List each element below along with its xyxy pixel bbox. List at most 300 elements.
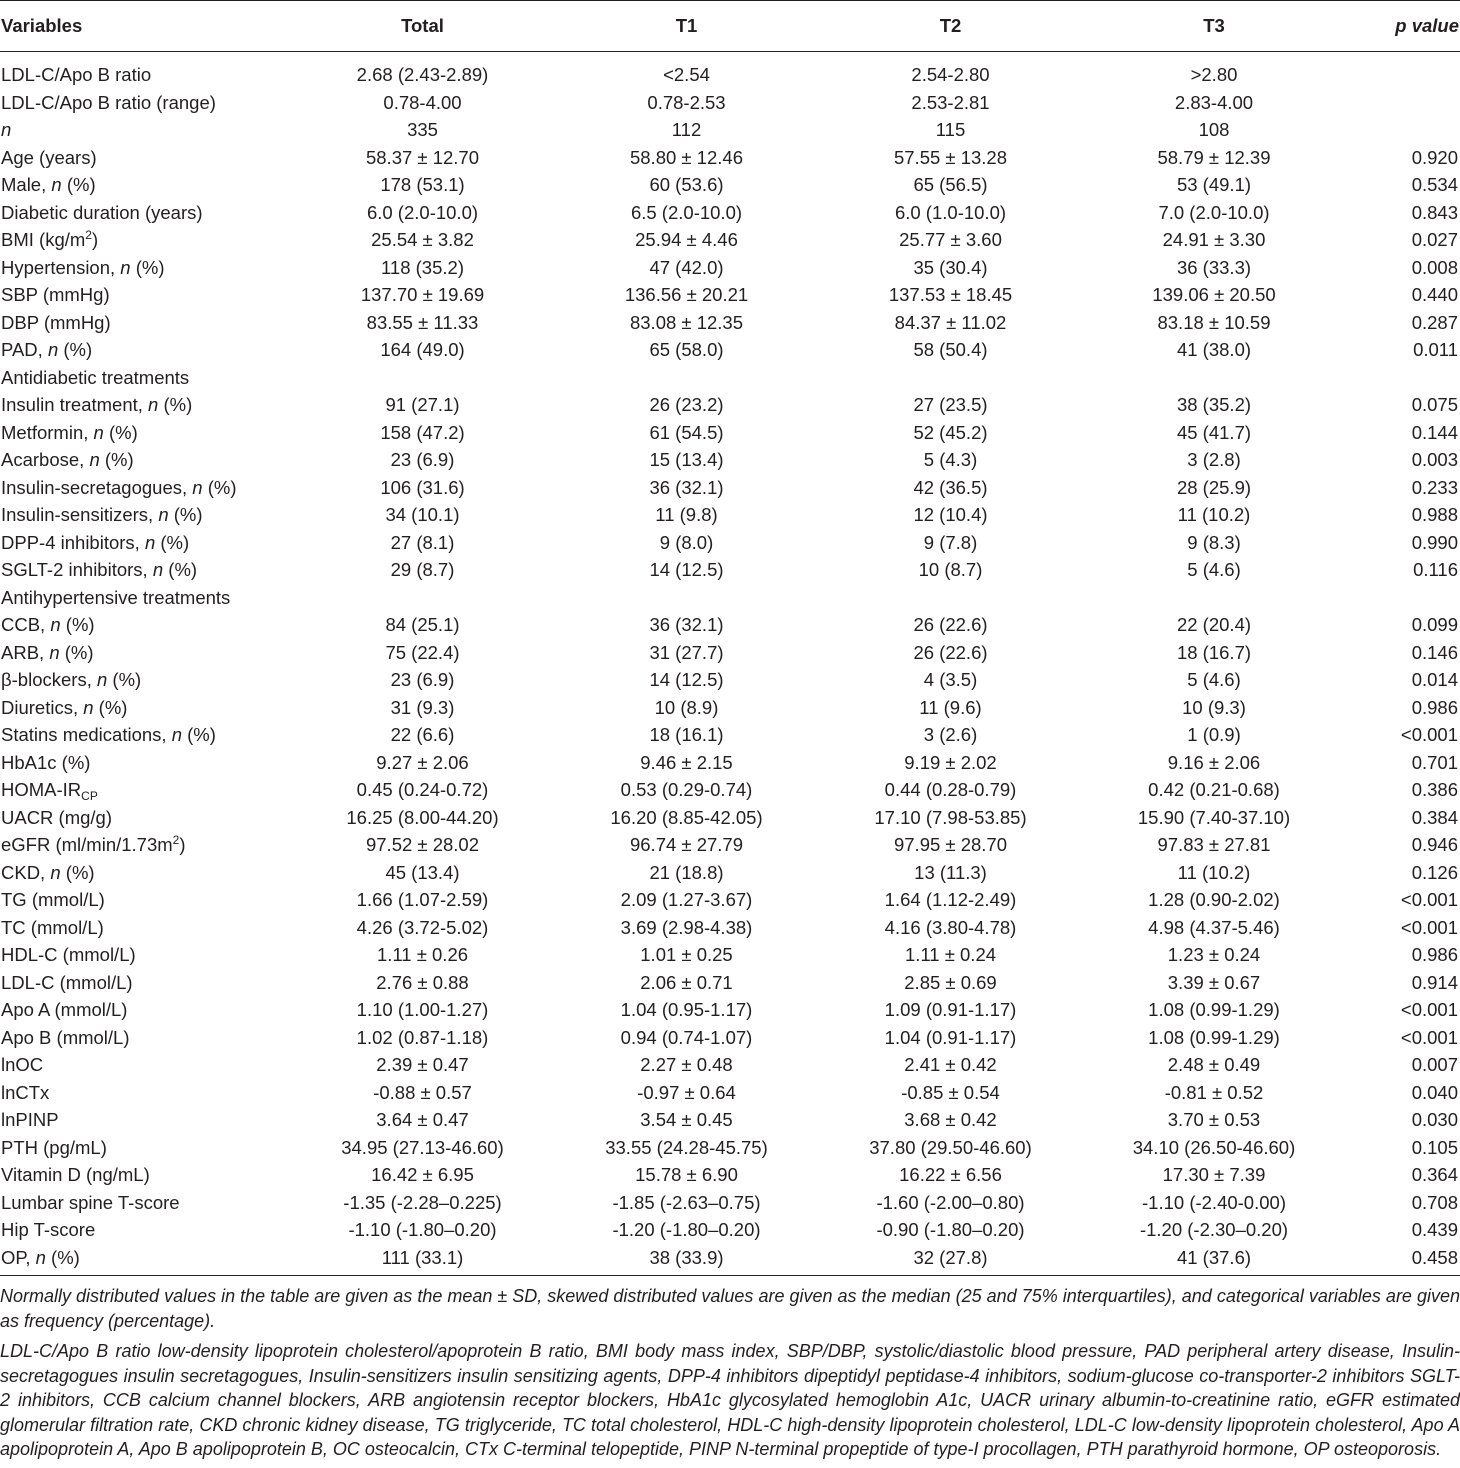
cell-p-value: 0.701 <box>1411 751 1458 773</box>
variable-label-part: PTH (pg/mL) <box>1 1136 107 1158</box>
table-row <box>0 529 1460 557</box>
cell-t1: 3.54 ± 0.45 <box>640 1109 733 1130</box>
cell-p-value: 0.008 <box>1411 256 1458 278</box>
variable-label-part: Hip T-score <box>1 1219 96 1240</box>
cell-p-value: 0.386 <box>1411 779 1458 800</box>
table-row <box>0 721 1460 749</box>
cell-p-value: 0.014 <box>1411 669 1458 690</box>
variable-label-part: HDL-C (mmol/L) <box>1 944 136 965</box>
variable-label-part: Acarbose, <box>1 449 90 470</box>
cell-p-value: 0.007 <box>1411 1054 1458 1075</box>
variable-label-part: n <box>171 724 182 745</box>
cell-t1: 61 (54.5) <box>649 421 724 443</box>
cell-p-value: 0.990 <box>1411 531 1458 553</box>
table-row <box>0 831 1460 859</box>
variable-label-part: (%) <box>202 476 237 498</box>
cell-p-value: 0.027 <box>1411 229 1458 250</box>
cell-p-value: 0.105 <box>1411 1136 1458 1158</box>
cell-total: 2.68 (2.43-2.89) <box>356 64 489 85</box>
cell-t3: 0.42 (0.21-0.68) <box>1148 779 1280 800</box>
cell-t3: 3.39 ± 0.67 <box>1167 971 1261 993</box>
cell-t1: 38 (33.9) <box>560 1244 813 1276</box>
cell-p-value <box>1340 89 1460 117</box>
cell-t2: 2.53-2.81 <box>911 91 990 113</box>
variable-label <box>0 116 285 144</box>
variable-label-part: (%) <box>182 724 216 745</box>
cell-total <box>285 584 560 612</box>
cell-t3: 10 (9.3) <box>1182 696 1246 718</box>
variable-label-part: Lumbar spine T-score <box>1 1191 180 1213</box>
variable-label-part: (%) <box>45 1246 80 1268</box>
variable-label <box>0 1106 285 1134</box>
cell-t1: 10 (8.9) <box>654 696 719 718</box>
cell-t3: 24.91 ± 3.30 <box>1162 229 1266 250</box>
variable-label-part: SBP (mmHg) <box>1 284 110 305</box>
variable-label-part: CKD, <box>1 861 51 883</box>
cell-p-value: <0.001 <box>1400 916 1458 938</box>
cell-p-value: 0.233 <box>1411 476 1458 498</box>
table-row <box>0 694 1460 722</box>
variable-label <box>0 914 285 942</box>
cell-t2: 84.37 ± 11.02 <box>894 311 1007 333</box>
variable-label <box>0 52 285 89</box>
header-variables: Variables <box>0 1 285 52</box>
variable-label <box>0 611 285 639</box>
cell-total: 2.76 ± 0.88 <box>376 971 469 993</box>
cell-total: 178 (53.1) <box>380 174 465 195</box>
cell-t3: 139.06 ± 20.50 <box>1152 284 1276 305</box>
table-row <box>0 1161 1460 1189</box>
variable-label <box>0 309 285 337</box>
cell-t1: 65 (58.0) <box>649 339 724 360</box>
cell-t1: 18 (16.1) <box>649 724 724 745</box>
variable-label-part: (%) <box>107 669 142 690</box>
cell-t3: 18 (16.7) <box>1176 641 1252 663</box>
cell-t2: 3.68 ± 0.42 <box>904 1109 997 1130</box>
variable-label-part: Antidiabetic treatments <box>1 366 190 388</box>
cell-t2: 9 (7.8) <box>923 531 978 553</box>
cell-t3: 11 (10.2) <box>1177 504 1251 525</box>
cell-t1: 2.09 (1.27-3.67) <box>620 889 753 910</box>
variable-label-part: n <box>50 861 61 883</box>
cell-t1: 96.74 ± 27.79 <box>629 834 744 855</box>
cell-t2 <box>813 584 1088 612</box>
cell-t1: 14 (12.5) <box>649 669 724 690</box>
cell-t3: -1.10 (-2.40-0.00) <box>1142 1191 1286 1213</box>
cell-p-value: <0.001 <box>1400 1026 1458 1048</box>
variable-label <box>0 1134 285 1162</box>
cell-t3: 2.83-4.00 <box>1174 91 1254 113</box>
cell-t2: 37.80 (29.50-46.60) <box>869 1136 1032 1158</box>
cell-t3: 41 (37.6) <box>1088 1244 1340 1276</box>
variable-label <box>0 584 285 612</box>
table-row <box>0 336 1460 364</box>
cell-p-value: 0.914 <box>1411 971 1458 993</box>
variable-label-part: ARB, <box>1 641 50 663</box>
cell-p-value: 0.988 <box>1411 504 1458 525</box>
cell-t1: 60 (53.6) <box>649 174 724 195</box>
variable-label <box>0 721 285 749</box>
variable-label <box>0 529 285 557</box>
cell-t2: 1.04 (0.91-1.17) <box>884 1026 1017 1048</box>
cell-t2: 2.41 ± 0.42 <box>904 1054 997 1075</box>
variable-label-part: HOMA-IR <box>1 779 82 800</box>
variable-label <box>0 859 285 887</box>
cell-t1: 36 (32.1) <box>649 614 724 635</box>
cell-t2: 52 (45.2) <box>913 421 988 443</box>
cell-p-value: 0.534 <box>1411 174 1458 195</box>
table-row <box>0 666 1460 694</box>
variable-label <box>0 336 285 364</box>
cell-t2: 4 (3.5) <box>923 669 978 690</box>
cell-t1 <box>560 364 813 392</box>
table-row <box>0 969 1460 997</box>
cell-t1: 112 <box>671 119 702 140</box>
variable-label <box>0 1244 285 1276</box>
variable-label <box>0 144 285 172</box>
cell-t1: 83.08 ± 12.35 <box>629 311 744 333</box>
cell-p-value: 0.287 <box>1411 311 1458 333</box>
variable-label-part: (%) <box>59 641 94 663</box>
variable-label-part: Hypertension, <box>1 256 121 278</box>
variable-label-part: Diuretics, <box>1 696 84 718</box>
variable-label-part: n <box>148 394 159 415</box>
table-row <box>0 859 1460 887</box>
cell-total: 1.10 (1.00-1.27) <box>356 999 489 1020</box>
cell-t2: 115 <box>935 119 966 140</box>
cell-t2: 0.44 (0.28-0.79) <box>884 779 1017 800</box>
cell-t3: 28 (25.9) <box>1176 476 1252 498</box>
variable-label-part: lnCTx <box>1 1081 50 1103</box>
variable-label-part: 2 <box>172 833 180 847</box>
cell-p-value: 0.440 <box>1411 284 1458 305</box>
variable-label-part: n <box>1 119 12 140</box>
variable-label-part: Metformin, <box>1 421 94 443</box>
variable-label-part: Male, <box>1 174 52 195</box>
table-row <box>0 52 1460 89</box>
cell-t3: 4.98 (4.37-5.46) <box>1148 916 1280 938</box>
header-t2: T2 <box>813 1 1088 52</box>
variable-label-part: (%) <box>99 449 134 470</box>
table-header <box>0 1 1460 52</box>
cell-t1: 14 (12.5) <box>649 559 724 580</box>
table-row <box>0 419 1460 447</box>
cell-t3: >2.80 <box>1190 64 1238 85</box>
table-footnotes <box>0 1284 1460 1462</box>
cell-t1: 9 (8.0) <box>659 531 714 553</box>
variable-label-part: (%) <box>60 614 95 635</box>
cell-t2: -1.60 (-2.00–0.80) <box>876 1191 1025 1213</box>
table-row <box>0 584 1460 612</box>
cell-p-value: 0.458 <box>1340 1244 1460 1276</box>
cell-t3: 38 (35.2) <box>1176 394 1252 415</box>
table-row <box>0 171 1460 199</box>
variable-label-part: PAD, <box>1 339 48 360</box>
cell-t1: 36 (32.1) <box>649 476 724 498</box>
table-row <box>0 309 1460 337</box>
header-p-value-text: p value <box>1395 15 1459 36</box>
variable-label-part: Insulin-secretagogues, <box>1 476 193 498</box>
cell-t2: 17.10 (7.98-53.85) <box>874 806 1027 828</box>
variable-label-part: n <box>158 504 169 525</box>
table-row <box>0 804 1460 832</box>
header-t3: T3 <box>1088 1 1340 52</box>
variable-label-part: (%) <box>103 421 138 443</box>
cell-t2: 35 (30.4) <box>913 256 988 278</box>
cell-p-value: 0.920 <box>1411 146 1458 168</box>
cell-total: 58.37 ± 12.70 <box>365 146 480 168</box>
table-row <box>0 226 1460 254</box>
cell-t3: 1.08 (0.99-1.29) <box>1148 1026 1280 1048</box>
cell-p-value: 0.986 <box>1411 696 1458 718</box>
table-row <box>0 556 1460 584</box>
variable-label-part: Diabetic duration (years) <box>1 201 203 223</box>
cell-t2: 1.64 (1.12-2.49) <box>884 889 1017 910</box>
cell-p-value: 0.439 <box>1411 1219 1458 1240</box>
cell-t2: 2.85 ± 0.69 <box>904 971 997 993</box>
cell-t1: 15 (13.4) <box>649 449 724 470</box>
variable-label-part: lnPINP <box>1 1109 59 1130</box>
variable-label-part: n <box>96 669 108 690</box>
variable-label <box>0 776 285 804</box>
variable-label-part: Insulin-sensitizers, <box>1 504 159 525</box>
cell-t3: 1.23 ± 0.24 <box>1167 944 1261 965</box>
table-row <box>0 639 1460 667</box>
cell-total: 106 (31.6) <box>380 476 465 498</box>
header-total: Total <box>285 1 560 52</box>
cell-t2: -0.90 (-1.80–0.20) <box>876 1219 1025 1240</box>
variable-label <box>0 254 285 282</box>
cell-t3: 97.83 ± 27.81 <box>1157 834 1271 855</box>
cell-t2: 97.95 ± 28.70 <box>893 834 1008 855</box>
cell-t2: 2.54-2.80 <box>911 64 990 85</box>
cell-total: 111 (33.1) <box>285 1244 560 1276</box>
cell-t2 <box>813 364 1088 392</box>
variable-label-part: BMI (kg/m <box>1 229 86 250</box>
cell-total: 25.54 ± 3.82 <box>371 229 474 250</box>
table-row <box>0 281 1460 309</box>
cell-t2: 16.22 ± 6.56 <box>899 1164 1002 1185</box>
variable-label-part: n <box>50 614 61 635</box>
cell-t1: 11 (9.8) <box>655 504 718 525</box>
cell-p-value <box>1340 584 1460 612</box>
cell-t2: 12 (10.4) <box>913 504 988 525</box>
variable-label-part: Antihypertensive treatments <box>1 586 231 608</box>
cell-t2: 26 (22.6) <box>913 641 988 663</box>
cell-t2: 32 (27.8) <box>813 1244 1088 1276</box>
cell-total <box>285 364 560 392</box>
cell-total: 137.70 ± 19.69 <box>360 284 485 305</box>
variable-label <box>0 886 285 914</box>
variable-label-part: OP, <box>1 1246 36 1268</box>
cell-total: 97.52 ± 28.02 <box>365 834 480 855</box>
table-row <box>0 391 1460 419</box>
cell-total: 0.45 (0.24-0.72) <box>356 779 489 800</box>
cell-total: -1.35 (-2.28–0.225) <box>343 1191 502 1213</box>
cell-total: 34 (10.1) <box>385 504 460 525</box>
table-row <box>0 611 1460 639</box>
variable-label-part: Apo B (mmol/L) <box>1 1026 130 1048</box>
cell-total: 118 (35.2) <box>381 256 464 278</box>
variable-label <box>0 969 285 997</box>
table-row <box>0 116 1460 144</box>
cell-t1: -1.85 (-2.63–0.75) <box>612 1191 761 1213</box>
variable-label-part: CCB, <box>1 614 51 635</box>
variable-label <box>0 941 285 969</box>
table-row <box>0 1244 1460 1276</box>
variable-label <box>0 556 285 584</box>
variable-label-part: lnOC <box>1 1054 44 1075</box>
cell-t1: 2.06 ± 0.71 <box>640 971 733 993</box>
table-row <box>0 446 1460 474</box>
table-row <box>0 89 1460 117</box>
cell-p-value: 0.384 <box>1411 806 1458 828</box>
cell-t3 <box>1088 364 1340 392</box>
variable-label-part: 2 <box>85 228 92 242</box>
variable-label-part: n <box>192 476 203 498</box>
cell-t1: 1.04 (0.95-1.17) <box>620 999 753 1020</box>
cell-t2: 57.55 ± 13.28 <box>893 146 1008 168</box>
variable-label <box>0 226 285 254</box>
table-row <box>0 144 1460 172</box>
cell-t2: 25.77 ± 3.60 <box>899 229 1002 250</box>
cell-t2: 1.09 (0.91-1.17) <box>884 999 1017 1020</box>
cell-total: 27 (8.1) <box>390 531 455 553</box>
table-row <box>0 1079 1460 1107</box>
variable-label-part: (%) <box>168 504 203 525</box>
cell-t1: 58.80 ± 12.46 <box>629 146 744 168</box>
cell-t3: 9 (8.3) <box>1187 531 1241 553</box>
table-body <box>0 52 1460 1276</box>
cell-p-value <box>1340 52 1460 89</box>
cell-t1 <box>560 584 813 612</box>
cell-t2: 13 (11.3) <box>914 861 987 883</box>
cell-t3: 17.30 ± 7.39 <box>1162 1164 1266 1185</box>
variable-label-part: (%) <box>155 531 190 553</box>
variable-label-part: n <box>120 256 131 278</box>
cell-t1: 136.56 ± 20.21 <box>624 284 749 305</box>
table-row <box>0 1051 1460 1079</box>
cell-total: 45 (13.4) <box>385 861 460 883</box>
table-row <box>0 776 1460 804</box>
variable-label <box>0 474 285 502</box>
variable-label-part: n <box>51 174 62 195</box>
variable-label-part: Vitamin D (ng/mL) <box>1 1164 150 1185</box>
cell-t3 <box>1088 584 1340 612</box>
cell-t2: 58 (50.4) <box>913 339 988 360</box>
variable-label-part: (%) <box>60 861 95 883</box>
variable-label <box>0 694 285 722</box>
cell-total: 335 <box>407 119 438 140</box>
cell-t2: 4.16 (3.80-4.78) <box>884 916 1017 938</box>
variable-label-part: (%) <box>61 174 96 195</box>
cell-total: 3.64 ± 0.47 <box>376 1109 469 1130</box>
variable-label-part: (%) <box>130 256 165 278</box>
cell-t2: 137.53 ± 18.45 <box>888 284 1013 305</box>
footnote-abbreviations: LDL-C/Apo B ratio low-density lipoprotein cholesterol/apoprotein B ratio, BMI body mass index, SBP/DBP, systolic/diastolic blood pressure, PAD peripheral artery disease, Insulin-secretagogues insulin secretagogues, Insulin-sensitizers insulin sensitizing agents, DPP-4 inhibitors dipeptidyl peptidase-4 inhibitors, sodium-glucose co-transporter-2 inhibitors SGLT-2 inhibitors, CCB calcium channel blockers, ARB angiotensin receptor blockers, HbA1c glycosylated hemoglobin A1c, UACR urinary albumin-to-creatinine ratio, eGFR estimated glomerular filtration rate, CKD chronic kidney disease, TG triglyceride, TC total cholesterol, HDL-C high-density lipoprotein cholesterol, LDL-C low-density lipoprotein cholesterol, Apo A apolipoprotein A, Apo B apolipoprotein B, OC osteocalcin, CTx C-terminal telopeptide, PINP N-terminal propeptide of type-I procollagen, PTH parathyroid hormone, OP osteoporosis. <box>0 1341 1460 1459</box>
variable-label-part: SGLT-2 inhibitors, <box>1 559 153 580</box>
cell-p-value: <0.001 <box>1400 724 1458 745</box>
cell-t2: 27 (23.5) <box>913 394 988 415</box>
variable-label-part: DBP (mmHg) <box>1 311 111 333</box>
cell-t1: 2.27 ± 0.48 <box>640 1054 733 1075</box>
variable-label-part: UACR (mg/g) <box>1 806 113 828</box>
cell-t3: 7.0 (2.0-10.0) <box>1158 201 1270 223</box>
variable-label <box>0 171 285 199</box>
table-row <box>0 749 1460 777</box>
table-row <box>0 474 1460 502</box>
variable-label <box>0 1189 285 1217</box>
cell-t3: 53 (49.1) <box>1176 174 1252 195</box>
table-row <box>0 254 1460 282</box>
cell-t2: -0.85 ± 0.54 <box>901 1081 1000 1103</box>
table-row <box>0 1024 1460 1052</box>
variable-label-part: n <box>93 421 104 443</box>
cell-p-value: <0.001 <box>1400 889 1458 910</box>
cell-total: 1.66 (1.07-2.59) <box>356 889 489 910</box>
table-row <box>0 199 1460 227</box>
cell-t1: 21 (18.8) <box>649 861 724 883</box>
variable-label <box>0 281 285 309</box>
cell-t2: 11 (9.6) <box>919 696 982 718</box>
variable-label-part: (%) <box>163 559 198 580</box>
cell-t1: <2.54 <box>663 64 710 85</box>
table-row <box>0 914 1460 942</box>
cell-t2: 6.0 (1.0-10.0) <box>894 201 1007 223</box>
variable-label <box>0 1024 285 1052</box>
cell-p-value: 0.843 <box>1411 201 1458 223</box>
cell-t1: 47 (42.0) <box>649 256 724 278</box>
table-row <box>0 364 1460 392</box>
cell-t3: 9.16 ± 2.06 <box>1167 751 1261 773</box>
cell-total: 158 (47.2) <box>380 421 465 443</box>
cell-t3: 5 (4.6) <box>1187 669 1241 690</box>
variable-label-part: LDL-C/Apo B ratio (range) <box>1 91 216 113</box>
cell-t2: 10 (8.7) <box>918 559 983 580</box>
cell-t3: -1.20 (-2.30–0.20) <box>1139 1219 1289 1240</box>
variable-label-part: HbA1c (%) <box>1 751 91 773</box>
cell-t3: 36 (33.3) <box>1176 256 1252 278</box>
cell-t1: 33.55 (24.28-45.75) <box>605 1136 768 1158</box>
cell-t3: 1.08 (0.99-1.29) <box>1148 999 1280 1020</box>
cell-t1: 9.46 ± 2.15 <box>640 751 733 773</box>
cell-t3: 1.28 (0.90-2.02) <box>1148 889 1280 910</box>
cell-p-value: 0.126 <box>1411 861 1458 883</box>
table-row <box>0 1216 1460 1244</box>
cell-p-value: 0.946 <box>1411 834 1458 855</box>
cell-total: 31 (9.3) <box>390 696 455 718</box>
cell-p-value: 0.708 <box>1411 1191 1458 1213</box>
cell-total: 22 (6.6) <box>390 724 455 745</box>
cell-t1: -1.20 (-1.80–0.20) <box>612 1219 761 1240</box>
cell-total: 1.11 ± 0.26 <box>376 944 469 965</box>
variable-label-part: DPP-4 inhibitors, <box>1 531 145 553</box>
cell-t3: 3.70 ± 0.53 <box>1167 1109 1261 1130</box>
variable-label-part: n <box>47 339 59 360</box>
cell-total: 6.0 (2.0-10.0) <box>366 201 479 223</box>
cell-total: 91 (27.1) <box>385 394 460 415</box>
variable-label <box>0 804 285 832</box>
cell-total: 16.25 (8.00-44.20) <box>346 806 499 828</box>
cell-p-value: 0.075 <box>1411 394 1458 415</box>
variable-label-part: LDL-C/Apo B ratio <box>1 64 152 85</box>
table-row <box>0 996 1460 1024</box>
table-row <box>0 941 1460 969</box>
cell-t1: 26 (23.2) <box>649 394 724 415</box>
cell-t3: 45 (41.7) <box>1176 421 1252 443</box>
cell-total: 16.42 ± 6.95 <box>371 1164 474 1185</box>
cell-t1: -0.97 ± 0.64 <box>637 1081 736 1103</box>
